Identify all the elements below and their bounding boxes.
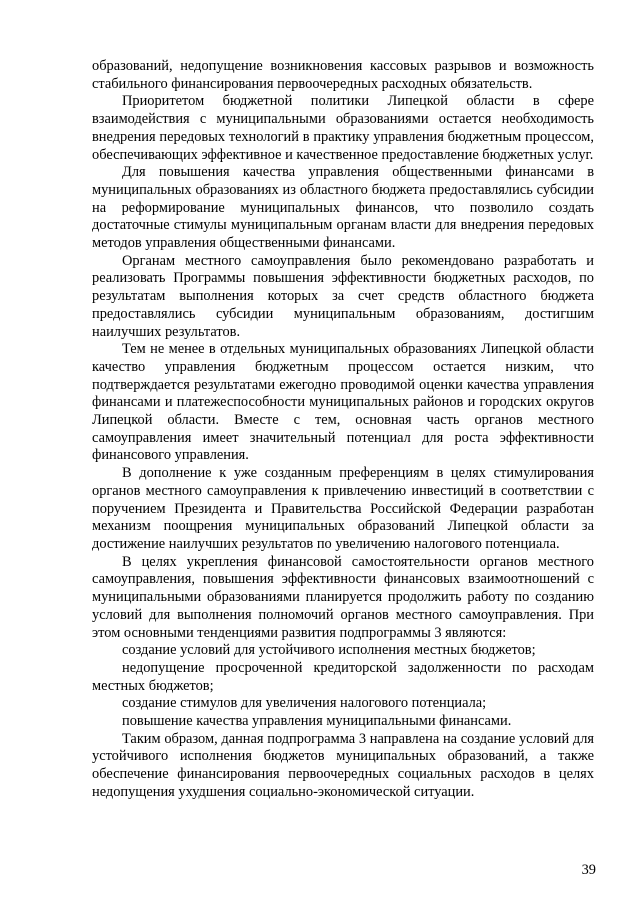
page-number: 39 (581, 862, 596, 878)
list-item-tax-incentives: создание стимулов для увеличения налогового потенциала; (122, 695, 487, 712)
list-item-sustainable-budgets: создание условий для устойчивого исполнения местных бюджетов; (122, 642, 536, 659)
paragraph-conclusion: Таким образом, данная подпрограмма 3 направлена на создание условий для устойчивого исполнения бюджетов муниципальных образований, а также обеспечение финансирования первоочередных социальных расходов в целях недопущения ухудшения социально-экономической ситуации. (92, 730, 594, 800)
list-item-management-quality: повышение качества управления муниципальными финансами. (122, 713, 512, 730)
document-body (92, 58, 594, 802)
paragraph-incentive-mechanism: В дополнение к уже созданным преференциям в целях стимулирования органов местного самоуправления к привлечению инвестиций в соответствии с поручением Президента и Правительства Российской Федерации разработан механизм поощрения муниципальных образований Липецкой области за достижение наилучших результатов по увеличению налогового потенциала. (92, 465, 594, 552)
paragraph-continuation: образований, недопущение возникновения кассовых разрывов и возможность стабильного финансирования первоочередных расходных обязательств. (92, 58, 594, 92)
paragraph-efficiency-programs: Органам местного самоуправления было рекомендовано разработать и реализовать Программы повышения эффективности бюджетных расходов, по результатам выполнения которых за счет средств областного бюджета предоставлялись субсидии муниципальным образованиям, достигшим наилучших результатов. (92, 252, 594, 340)
list-item-no-overdue-debt: недопущение просроченной кредиторской задолженности по расходам местных бюджетов; (92, 659, 594, 694)
paragraph-quality-assessment: Тем не менее в отдельных муниципальных образованиях Липецкой области качество управления бюджетным процессом остается низким, что подтверждается результатами ежегодно проводимой оценки качества управления финансами и платежеспособности муниципальных районов и городских округов Липецкой области. Вместе с тем, основная часть органов местного самоуправления имеет значительный потенциал для роста эффективности финансового управления. (92, 341, 594, 464)
paragraph-reform-subsidies: Для повышения качества управления общественными финансами в муниципальных образованиях из областного бюджета предоставлялись субсидии на реформирование муниципальных финансов, что позволило создать достаточные стимулы муниципальным органам власти для внедрения передовых методов управления общественными финансами. (92, 164, 594, 252)
paragraph-financial-independence: В целях укрепления финансовой самостоятельности органов местного самоуправления, повышения эффективности финансовых взаимоотношений с муниципальными образованиями планируется продолжить работу по созданию условий для выполнения полномочий органов местного самоуправления. При этом основными тенденциями развития подпрограммы 3 являются: (92, 553, 594, 641)
paragraph-budget-policy-priority: Приоритетом бюджетной политики Липецкой области в сфере взаимодействия с муниципальными образованиями остается необходимость внедрения передовых технологий в практику управления бюджетным процессом, обеспечивающих эффективное и качественное предоставление бюджетных услуг. (92, 93, 594, 163)
